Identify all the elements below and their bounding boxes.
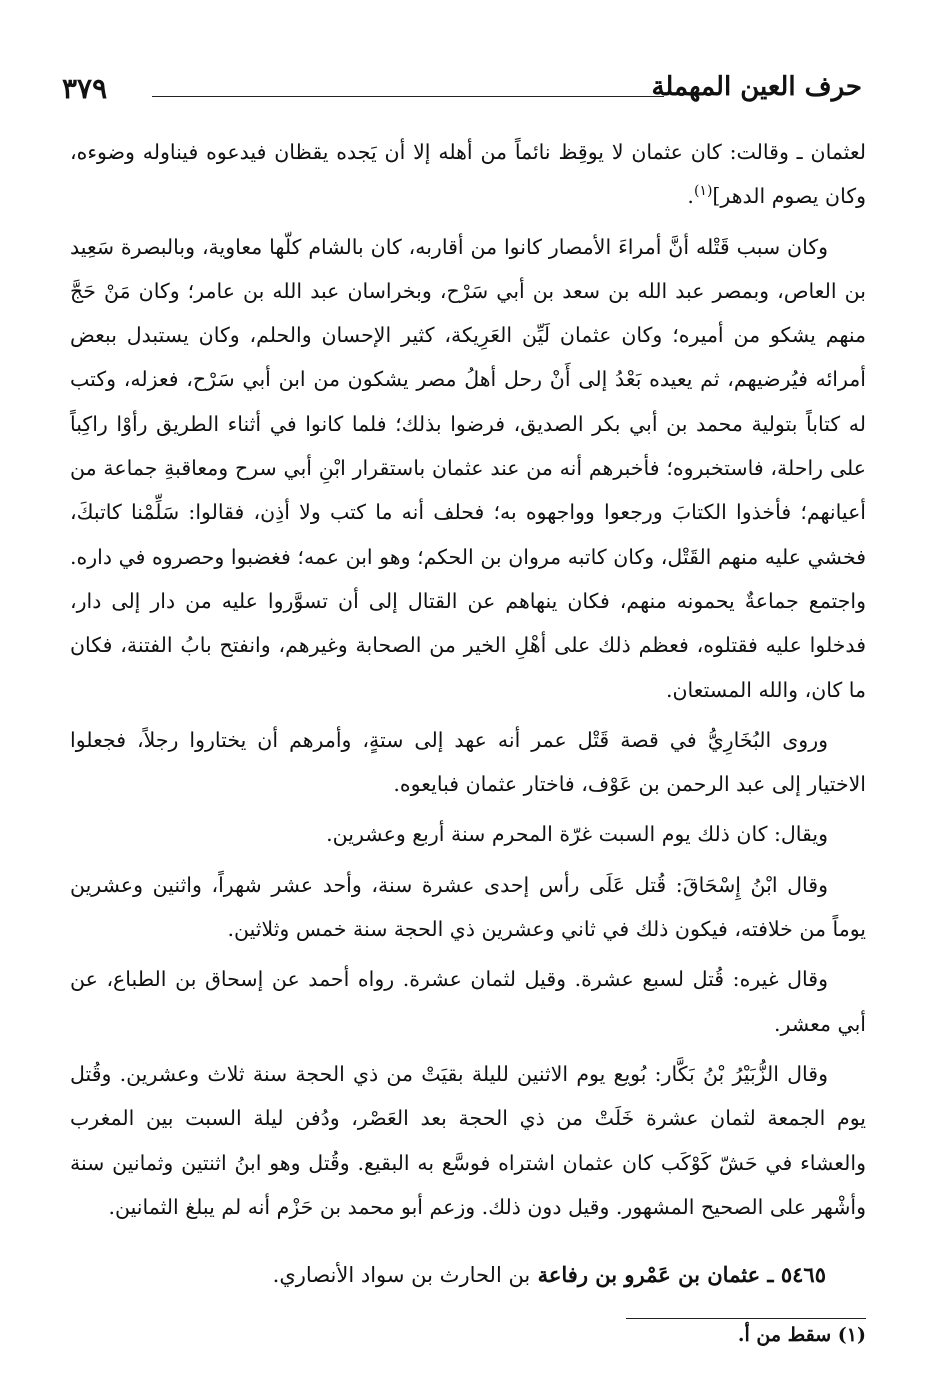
paragraph-2: وكان سبب قَتْله أنَّ أمراءَ الأمصار كانوا من أقاربه، كان بالشام كلّها معاوية، وبالبصرة سَعِيد بن العاص، وبمصر عبد الله بن سعد بن أبي سَرْح، وبخراسان عبد الله بن عامر؛ وكان مَنْ حَجَّ منهم يشكو من أميره؛ وكان عثمان لَيِّن العَرِيكة، كثير الإحسان والحلم، وكان يستبدل ببعض أمرائه فيُرضيهم، ثم يعيده بَعْدُ إلى أَنْ رحل أهلُ مصر يشكون من ابن أبي سَرْح، فعزله، وكتب له كتاباً بتولية محمد بن أبي بكر الصديق، فرضوا بذلك؛ فلما كانوا في أثناء الطريق رأوْا راكِباً على راحلة، فاستخبروه؛ فأخبرهم أنه من عند عثمان باستقرار ابْنِ أبي سرح ومعاقبةِ جماعة من أعيانهم؛ فأخذوا الكتابَ ورجعوا وواجهوه به؛ فحلف أنه ما كتب ولا أذِن، فقالوا: سَلِّمْنا كاتبكَ، فخشي عليه منهم القَتْل، وكان كاتبه مروان بن الحكم؛ وهو ابن عمه؛ فغضبوا وحصروه في داره. واجتمع جماعةٌ يحمونه منهم، فكان ينهاهم عن القتال إلى أن تسوَّروا عليه من دار إلى دار، فدخلوا عليه فقتلوه، فعظم ذلك على أهْلِ الخير من الصحابة وغيرهم، وانفتح بابُ الفتنة، فكان ما كان، والله المستعان. xyxy=(70,234,866,702)
entry-heading: ٥٤٦٥ ـ عثمان بن عَمْرو بن رفاعة xyxy=(537,1262,826,1287)
paragraph-6: وقال غيره: قُتل لسبع عشرة. وقيل لثمان عشرة. رواه أحمد عن إسحاق بن الطباع، عن أبي معشر. xyxy=(70,967,866,1036)
paragraph-1-text: لعثمان ـ وقالت: كان عثمان لا يوقِظ نائماً من أهله إلا أن يَجده يقظان فيدعوه فيناوله وضوءه، وكان يصوم الدهر] xyxy=(70,140,866,209)
main-text xyxy=(70,130,866,1229)
paragraph-5: وقال ابْنُ إِسْحَاقَ: قُتل عَلَى رأس إحدى عشرة سنة، وأحد عشر شهراً، واثنين وعشرين يوماً من خلافته، فيكون ذلك في ثاني وعشرين ذي الحجة سنة خمس وثلاثين. xyxy=(70,872,866,942)
paragraph-1-end: . xyxy=(687,184,694,209)
footnote-reference: (١) xyxy=(693,183,713,200)
header-rule xyxy=(152,96,664,97)
entry-rest: بن الحارث بن سواد الأنصاري. xyxy=(272,1263,531,1287)
paragraph-1 xyxy=(70,130,866,219)
biography-entry xyxy=(273,1262,826,1287)
page-header xyxy=(62,72,862,112)
footnote: (١) سقط من أ. xyxy=(737,1324,866,1346)
footnote-rule xyxy=(626,1318,866,1319)
chapter-title: حرف العين المهملة xyxy=(651,72,862,102)
paragraph-3: وروى البُخَارِيُّ في قصة قَتْل عمر أنه عهد إلى ستةٍ، وأمرهم أن يختاروا رجلاً، فجعلوا الاختيار إلى عبد الرحمن بن عَوْف، فاختار عثمان فبايعوه. xyxy=(70,727,866,797)
paragraph-7: وقال الزُّبَيْرُ بْنُ بَكَّار: بُويع يوم الاثنين لليلة بقيَتْ من ذي الحجة سنة ثلاث وعشرين. وقُتل يوم الجمعة لثمان عشرة خَلَتْ من ذي الحجة بعد العَصْر، ودُفن ليلة السبت بين المغرب والعشاء في حَشّ كَوْكَب كان عثمان اشتراه فوسَّع به البقيع. وقُتل وهو ابنُ اثنتين وثمانين سنة وأشْهر على الصحيح المشهور. وقيل دون ذلك. وزعم أبو محمد بن حَزْم أنه لم يبلغ الثمانين. xyxy=(70,1061,866,1219)
page-number: ٣٧٩ xyxy=(62,72,108,105)
paragraph-4: ويقال: كان ذلك يوم السبت غرّة المحرم سنة أربع وعشرين. xyxy=(326,822,828,847)
